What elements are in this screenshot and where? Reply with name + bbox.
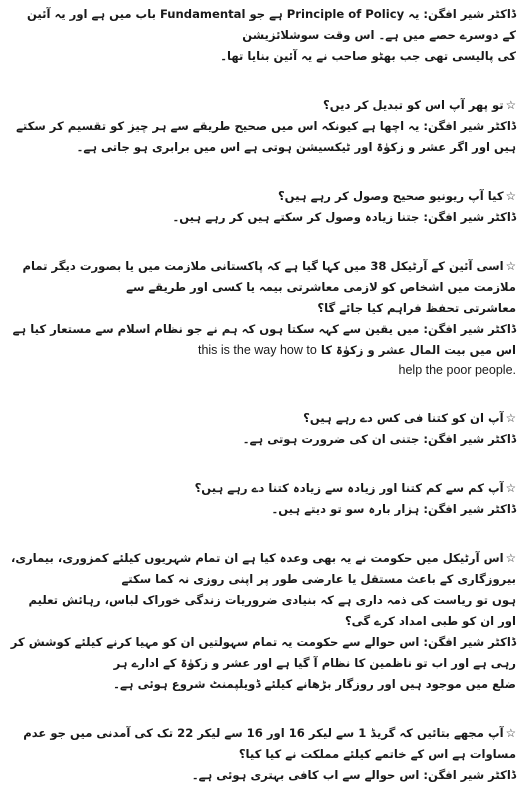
answer-6-line-1: ڈاکٹر شیر افگن: اس حوالے سے حکومت یہ تمام سہولتیں ان کو مہیا کرنے کیلئے کوشش کر رہی ہے اور اب تو ناظمین کا نظام آ گیا ہے اور عشر و زکوٰۃ کے ادارے ہر [10,635,516,670]
intro-line-1: ڈاکٹر شیر افگن: یہ Principle of Policy ہے جو Fundamental باب میں ہے اور یہ آئین کے دوسرے حصے میں ہے۔ اس وقت سوشلائزیشن [26,7,516,42]
question-2 [10,186,516,207]
qa-block-3 [10,256,516,380]
answer-3-text: ڈاکٹر شیر افگن: میں یقین سے کہہ سکتا ہوں کہ ہم نے جو نظام اسلام سے مستعار کیا ہے اس میں بیت المال عشر و زکوٰۃ کا [12,322,516,357]
qa-block-1 [10,95,516,158]
question-5 [10,478,516,499]
star-icon: ☆ [505,411,516,425]
star-icon: ☆ [505,98,516,112]
question-3 [10,256,516,298]
question-4-text: آپ ان کو کتنا فی کس دے رہے ہیں؟ [303,411,504,425]
question-6-text: اس آرٹیکل میں حکومت نے یہ بھی وعدہ کیا ہے ان تمام شہریوں کیلئے کمزوری، بیماری، بیروزگاری کے باعث مستقل یا عارضی طور پر اپنی روزی نہ کما سکتے [10,551,516,586]
qa-block-7 [10,723,516,786]
star-icon: ☆ [505,726,516,740]
question-2-text: کیا آپ ریونیو صحیح وصول کر رہے ہیں؟ [277,189,504,203]
question-6 [10,548,516,590]
answer-6-line-2: ضلع میں موجود ہیں اور روزگار بڑھانے کیلئے ڈویلپمنٹ شروع ہوئی ہے۔ [113,677,516,691]
answer-3-english-inline: this is the way how to [197,343,317,357]
answer-5: ڈاکٹر شیر افگن: ہزار بارہ سو تو دیتے ہیں۔ [271,502,516,516]
question-4 [10,408,516,429]
document-page [10,4,516,786]
answer-1: ڈاکٹر شیر افگن: یہ اچھا ہے کیونکہ اس میں صحیح طریقے سے ہر چیز کو تقسیم کر سکتے ہیں اور اگر عشر و زکوٰۃ اور ٹیکسیشن ہوتی ہے اس میں برابری ہو جاتی ہے۔ [16,119,516,154]
star-icon: ☆ [505,259,516,273]
question-7 [10,723,516,765]
star-icon: ☆ [505,189,516,203]
answer-7: ڈاکٹر شیر افگن: اس حوالے سے اب کافی بہتری ہوئی ہے۔ [191,768,516,782]
qa-block-5 [10,478,516,520]
answer-2: ڈاکٹر شیر افگن: جتنا زیادہ وصول کر سکتے ہیں کر رہے ہیں۔ [172,210,516,224]
answer-4: ڈاکٹر شیر افگن: جتنی ان کی ضرورت ہوتی ہے۔ [242,432,516,446]
question-5-text: آپ کم سے کم کتنا اور زیادہ سے زیادہ کتنا دے رہے ہیں؟ [194,481,504,495]
answer-3 [10,319,516,361]
intro-line-2: کی پالیسی تھی جب بھٹو صاحب نے یہ آئین بنایا تھا۔ [220,49,516,63]
question-1 [10,95,516,116]
qa-block-2 [10,186,516,228]
question-1-text: تو پھر آپ اس کو تبدیل کر دیں؟ [322,98,504,112]
answer-3-english-line: help the poor people. [398,363,516,377]
question-7-text: آپ مجھے بتائیں کہ گریڈ 1 سے لیکر 16 اور 16 سے لیکر 22 تک کی آمدنی میں جو عدم مساوات ہے اس کے خاتمے کیلئے مملکت نے کیا کیا؟ [23,726,516,761]
qa-block-6 [10,548,516,695]
qa-block-4 [10,408,516,450]
star-icon: ☆ [505,481,516,495]
star-icon: ☆ [505,551,516,565]
question-3-cont: معاشرتی تحفظ فراہم کیا جائے گا؟ [317,301,516,315]
question-3-text: اسی آئین کے آرٹیکل 38 میں کہا گیا ہے کہ پاکستانی ملازمت میں یا بصورت دیگر تمام ملازمت میں اشخاص کو لازمی معاشرتی بیمہ یا کسی اور طریقے سے [22,259,516,294]
question-6-cont: ہوں تو ریاست کی ذمہ داری ہے کہ بنیادی ضروریات زندگی خوراک لباس، رہائش تعلیم اور ان کو طبی امداد کرے گی؟ [28,593,516,628]
